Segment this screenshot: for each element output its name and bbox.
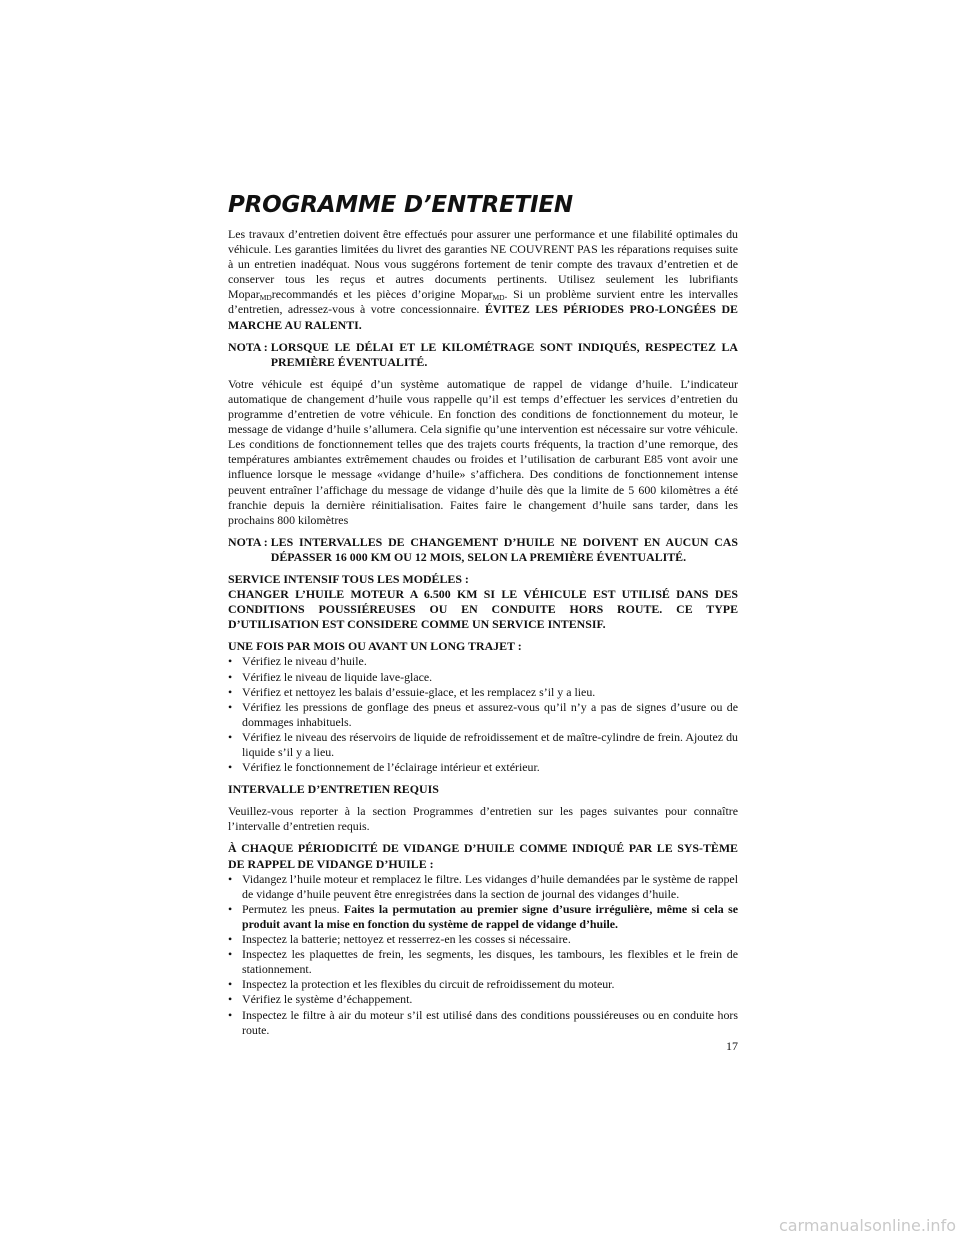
bullet-icon: •	[228, 992, 233, 1007]
intro-paragraph: Les travaux d’entretien doivent être effectués pour assurer une performance et une filabilité optimales du véhicule. Les garanties limitées du livret des garanties NE COUVRENT PAS les réparations requises suite à un entretien inadéquat. Nous vous suggérons fortement de tenir compte des travaux d’entretien et de conserver tous les reçus et autres documents pertinents. Utilisez seulement les lubrifiants Mopar$_{MD}$recommandés et les pièces d’origine Mopar$_{MD}$. Si un problème survient entre les intervalles d’entretien, adressez-vous à votre concessionnaire. ÉVITEZ LES PÉRIODES PRO-LONGÉES DE MARCHE AU RALENTI.	[228, 227, 738, 332]
bullet-icon: •	[228, 1007, 233, 1022]
list-item: • Inspectez la batterie; nettoyez et resserrez-en les cosses si nécessaire.	[228, 932, 571, 947]
list-item: • Vérifiez le fonctionnement de l’éclairage intérieur et extérieur.	[228, 760, 540, 775]
each-period-heading: À CHAQUE PÉRIODICITÉ DE VIDANGE D’HUILE COMME INDIQUÉ PAR LE SYS-TÈME DE RAPPEL DE VIDANGE D’HUILE :	[228, 841, 738, 871]
each-period-checklist	[228, 872, 738, 1038]
page-title: PROGRAMME D’ENTRETIEN	[228, 192, 573, 218]
oil-change-reminder-paragraph: Votre véhicule est équipé d’un système automatique de rappel de vidange d’huile. L’indicateur automatique de changement d’huile vous rappelle qu’il est temps d’effectuer les services d’entretien du programme d’entretien de votre véhicule. En fonction des conditions de fonctionnement du moteur, le message de vidange d’huile s’allumera. Cela signifie qu’une intervention est nécessaire sur votre véhicule. Les conditions de fonctionnement telles que des trajets courts fréquents, la traction d’une remorque, des températures ambiantes extrêmement chaudes ou froides et l’utilisation de carburant E85 vont avoir une influence lorsque le message «vidange d’huile» s’affichera. Des conditions de fonctionnement intense peuvent entraîner l’affichage du message de vidange d’huile dès que la limite de 5 600 kilomètres a été franchie depuis la dernière réinitialisation. Faites faire le changement d’huile sans tarder, dans les prochains 800 kilomètres	[228, 376, 738, 527]
list-item: • Vérifiez le niveau de liquide lave-glace.	[228, 669, 433, 684]
bullet-icon: •	[228, 669, 233, 684]
list-item: • Permutez les pneus. Faites la permutation au premier signe d’usure irrégulière, même si cela se produit avant la mise en fonction du système de rappel de vidange d’huile.	[228, 901, 739, 931]
page-number: 17	[726, 1039, 738, 1053]
list-item: • Inspectez la protection et les flexibles du circuit de refroidissement du moteur.	[228, 977, 615, 992]
list-item: • Inspectez les plaquettes de frein, les segments, les disques, les tambours, les flexibles et le frein de stationnement.	[228, 947, 738, 977]
bullet-icon: •	[228, 947, 233, 962]
nota-first-eventuality	[228, 340, 738, 370]
monthly-checklist	[228, 654, 738, 775]
list-item: • Vérifiez le niveau d’huile.	[228, 654, 367, 669]
list-item: • Vérifiez le système d’échappement.	[228, 992, 413, 1007]
nota-label: NOTA :	[228, 339, 271, 354]
nota-text: LES INTERVALLES DE CHANGEMENT D’HUILE NE DOIVENT EN AUCUN CAS DÉPASSER 16 000 KM OU 12 MOIS, SELON LA PREMIÈRE ÉVENTUALITÉ.	[270, 534, 738, 564]
bullet-icon: •	[228, 977, 233, 992]
bullet-icon: •	[228, 932, 233, 947]
list-item: • Vérifiez les pressions de gonflage des pneus et assurez-vous qu’il n’y a pas de signes d’usure ou de dommages inhabituels.	[228, 699, 738, 729]
list-item: • Vérifiez le niveau des réservoirs de liquide de refroidissement et de maître-cylindre de frein. Ajoutez du liquide s’il y a lieu.	[228, 729, 738, 759]
severe-service-section	[228, 572, 738, 632]
interval-text: Veuillez-vous reporter à la section Programmes d’entretien sur les pages suivantes pour connaître l’intervalle d’entretien requis.	[228, 804, 738, 834]
bullet-icon: •	[228, 699, 233, 714]
list-item: • Inspectez le filtre à air du moteur s’il est utilisé dans des conditions poussiéreuses ou en conduite hors route.	[228, 1007, 738, 1037]
bullet-icon: •	[228, 729, 233, 744]
interval-heading: INTERVALLE D’ENTRETIEN REQUIS	[228, 782, 439, 797]
severe-service-text: CHANGER L’HUILE MOTEUR A 6.500 KM SI LE VÉHICULE EST UTILISÉ DANS DES CONDITIONS POUSSIÉREUSES OU EN CONDUITE HORS ROUTE. CE TYPE D’UTILISATION EST CONSIDERE COMME UN SERVICE INTENSIF.	[228, 587, 738, 632]
list-item: • Vidangez l’huile moteur et remplacez le filtre. Les vidanges d’huile demandées par le système de rappel de vidange d’huile peuvent être enregistrées dans la section de journal des vidanges d’huile.	[228, 871, 738, 901]
nota-oil-interval	[228, 535, 738, 565]
severe-service-heading: SERVICE INTENSIF TOUS LES MODÉLES :	[228, 571, 469, 586]
bullet-icon: •	[228, 684, 233, 699]
list-item: • Vérifiez et nettoyez les balais d’essuie-glace, et les remplacez s’il y a lieu.	[228, 684, 596, 699]
bullet-icon: •	[228, 654, 233, 669]
page-content	[228, 190, 738, 1045]
bullet-icon: •	[228, 871, 233, 886]
nota-label: NOTA :	[228, 534, 271, 549]
monthly-heading: UNE FOIS PAR MOIS OU AVANT UN LONG TRAJET :	[228, 639, 522, 654]
nota-text: LORSQUE LE DÉLAI ET LE KILOMÉTRAGE SONT INDIQUÉS, RESPECTEZ LA PREMIÈRE ÉVENTUALITÉ.	[270, 339, 738, 369]
watermark: carmanualsonline.info	[778, 1216, 956, 1235]
bullet-icon: •	[228, 760, 233, 775]
bullet-icon: •	[228, 901, 233, 916]
